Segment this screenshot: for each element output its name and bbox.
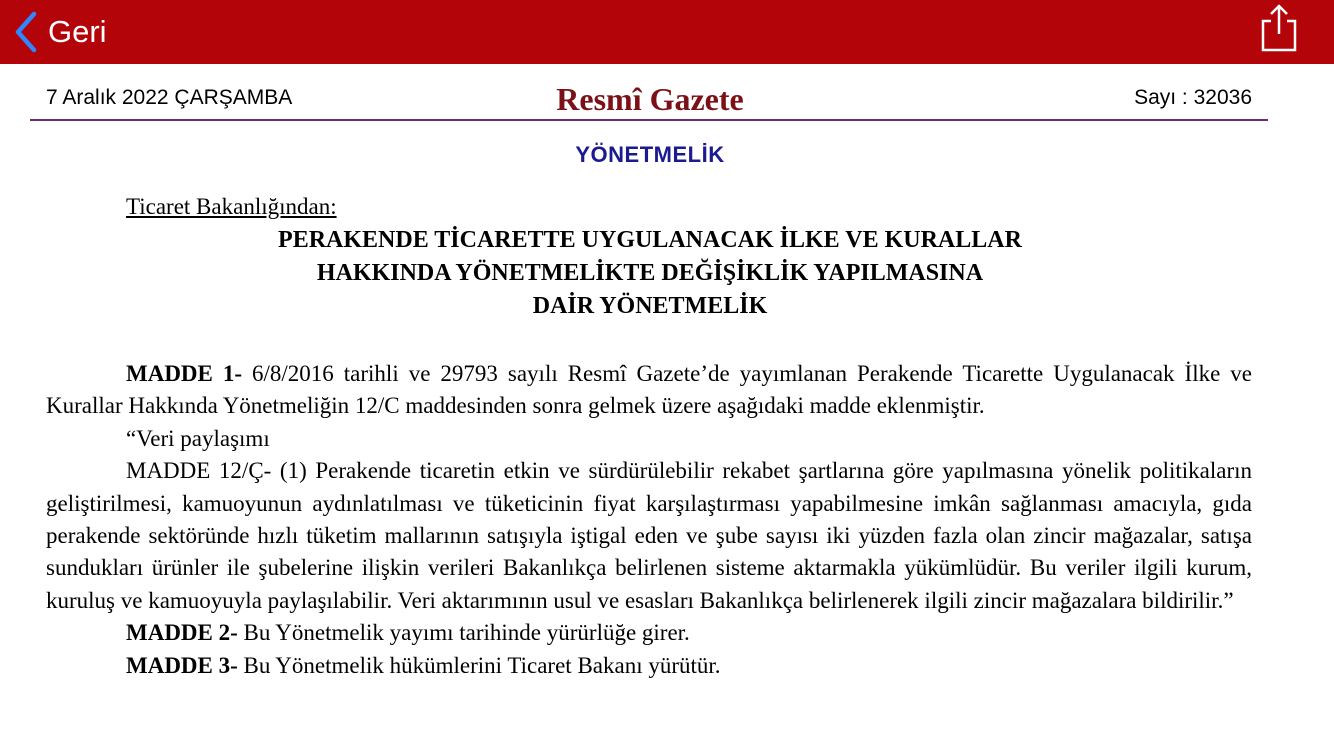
- ministry-name: Ticaret Bakanlığından:: [126, 194, 337, 219]
- share-button[interactable]: [1258, 2, 1300, 54]
- issue-number: Sayı : 32036: [1134, 86, 1252, 109]
- regulation-title-line: PERAKENDE TİCARETTE UYGULANACAK İLKE VE KURALLAR: [278, 227, 1022, 253]
- header-divider: [30, 119, 1268, 121]
- section-heading: YÖNETMELİK: [575, 142, 725, 167]
- back-label: Geri: [48, 14, 107, 49]
- article-text: MADDE 12/Ç- (1) Perakende ticaretin etkin ve sürdürülebilir rekabet şartlarına göre yapılmasına yönelik politikaların geliştirilmesi, kamuoyunun aydınlatılması ve tüketicinin fiyat karşılaştırması yapabilmesine imkân sağlanması amacıyla, gıda perakende sektöründe hızlı tüketim mallarının satışıyla iştigal eden ve şube sayısı iki yüzden fazla olan zincir mağazalar, satışa sundukları ürünler ile şubelerine ilişkin verileri Bakanlıkça belirlenen sisteme aktarmakla yükümlüdür. Bu veriler ilgili kurum, kuruluş ve kamuoyuyla paylaşılabilir. Veri aktarımının usul ve esasları Bakanlıkça belirlenerek ilgili zincir mağazalara bildirilir.”: [46, 458, 1252, 613]
- regulation-title: [0, 224, 1300, 323]
- article-1: [46, 358, 1252, 423]
- article-heading: [46, 423, 1252, 455]
- article-2: [46, 617, 1252, 649]
- article-text: “Veri paylaşımı: [126, 425, 270, 451]
- regulation-title-line: DAİR YÖNETMELİK: [532, 293, 768, 319]
- article-text: Bu Yönetmelik hükümlerini Ticaret Bakanı yürütür.: [237, 652, 721, 678]
- share-icon: [1258, 2, 1300, 54]
- document-page: [0, 64, 1334, 750]
- back-button[interactable]: [14, 8, 107, 56]
- navigation-bar: [0, 0, 1334, 64]
- chevron-left-icon: [14, 11, 38, 53]
- article-label: MADDE 1-: [126, 361, 243, 386]
- publication-date: 7 Aralık 2022 ÇARŞAMBA: [46, 86, 293, 109]
- article-text: Bu Yönetmelik yayımı tarihinde yürürlüğe girer.: [237, 620, 690, 646]
- gazette-title: Resmî Gazete: [556, 81, 744, 117]
- regulation-title-line: HAKKINDA YÖNETMELİKTE DEĞİŞİKLİK YAPILMASINA: [316, 260, 984, 286]
- article-label: MADDE 3-: [126, 652, 238, 678]
- article-text: 6/8/2016 tarihli ve 29793 sayılı Resmî Gazete’de yayımlanan Perakende Ticarette Uygulanacak İlke ve Kurallar Hakkında Yönetmeliğin 12/C maddesinden sonra gelmek üzere aşağıdaki madde eklenmiştir.: [46, 361, 1252, 419]
- regulation-body: [46, 358, 1252, 682]
- article-12c: [46, 455, 1252, 617]
- article-label: MADDE 2-: [126, 620, 238, 646]
- article-3: [46, 650, 1252, 682]
